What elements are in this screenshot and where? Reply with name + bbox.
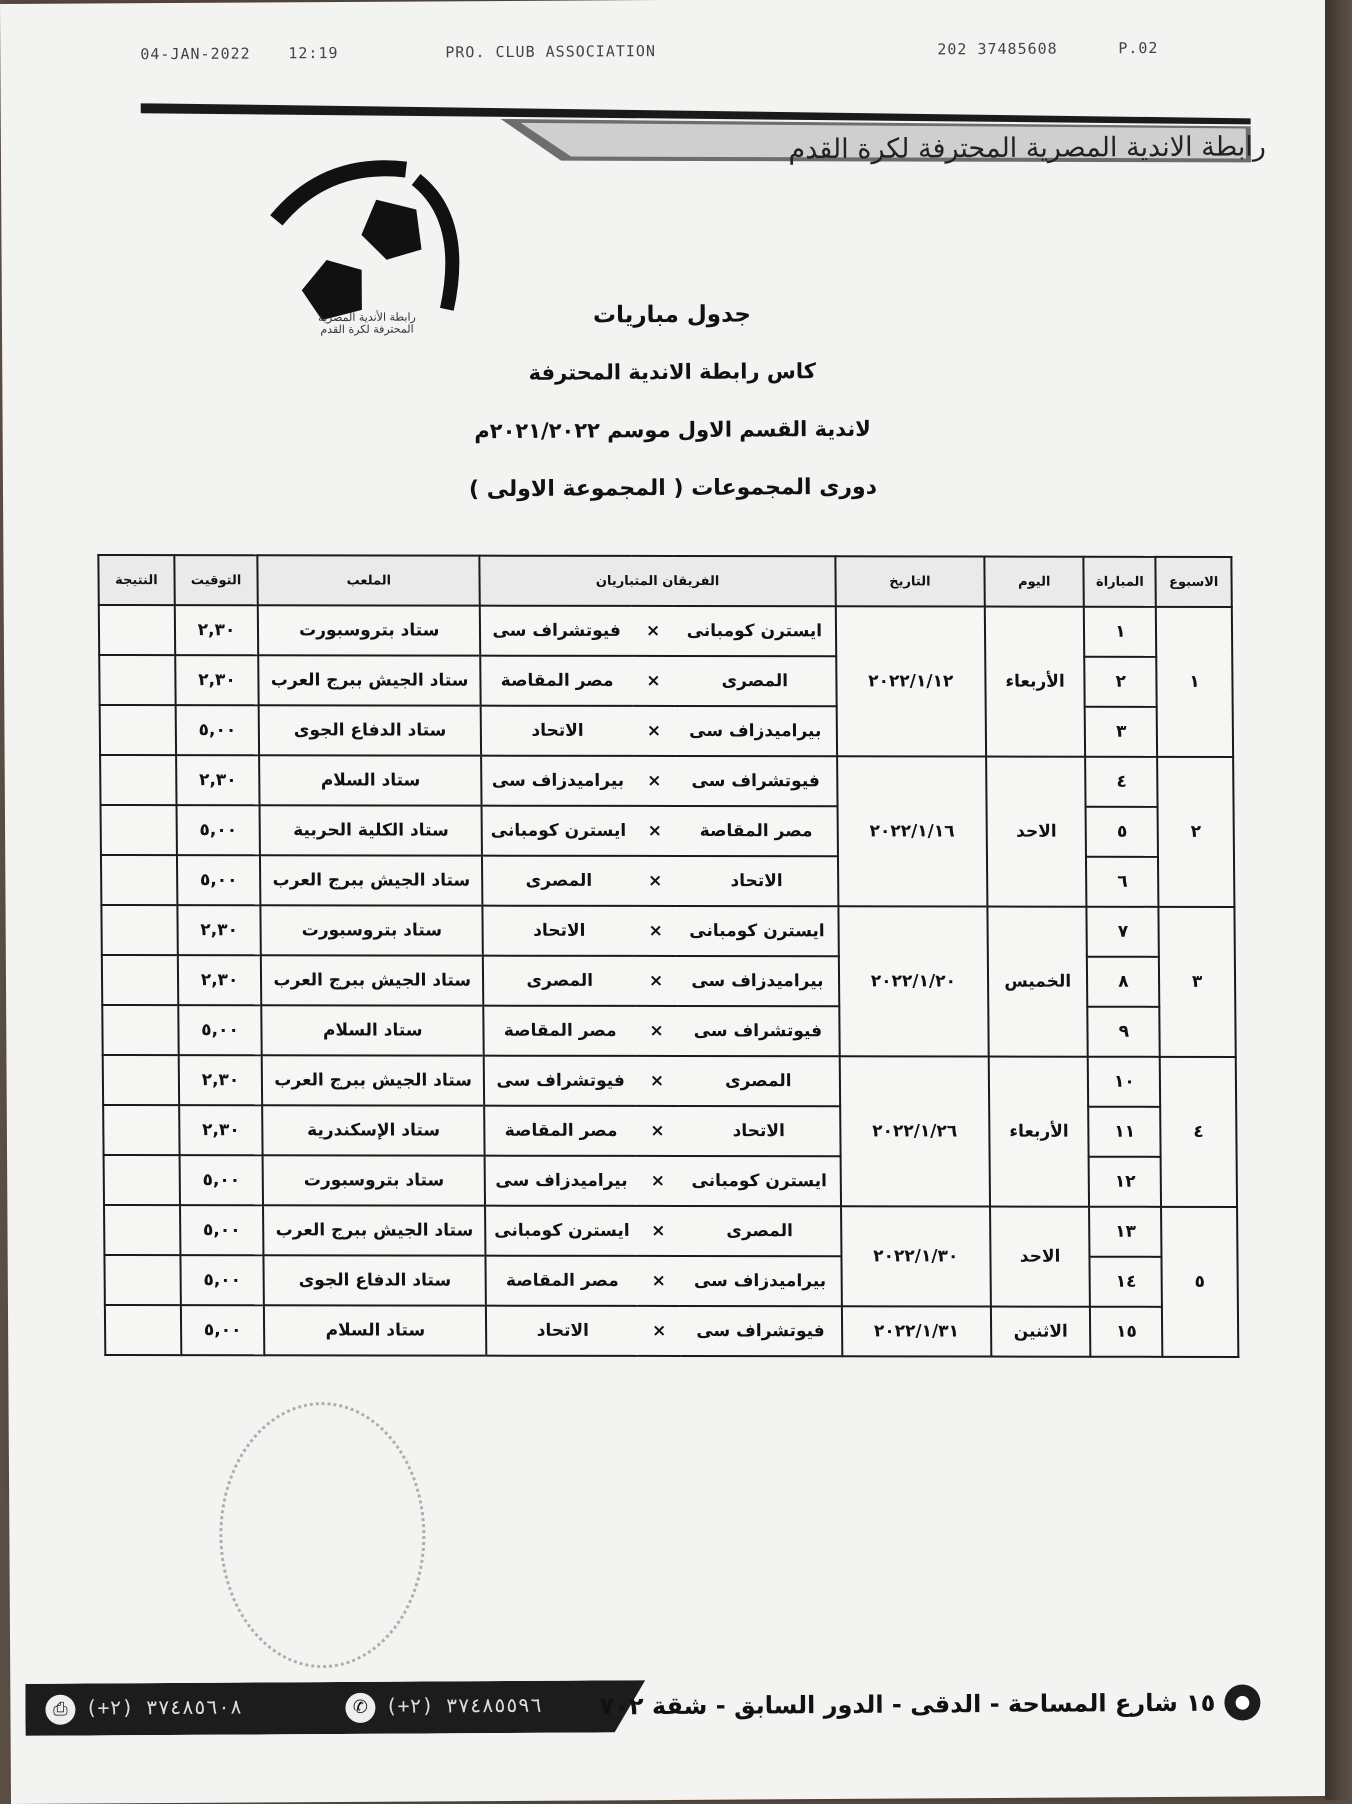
- match-number: ١: [1084, 607, 1156, 657]
- fax-number: 202 37485608: [937, 39, 1058, 59]
- match-number: ٩: [1088, 1007, 1160, 1057]
- away-team: الاتحاد: [483, 906, 636, 956]
- result: [99, 655, 175, 705]
- result: [103, 1105, 179, 1155]
- footer-address: ١٥ شارع المساحة - الدقى - الدور السابق - شقة ٧٠٢: [599, 1688, 1216, 1721]
- match-number: ٧: [1087, 907, 1159, 957]
- fax-header: [140, 39, 1180, 65]
- home-team: بيراميدزاف سى: [677, 956, 839, 1006]
- result: [102, 1005, 178, 1055]
- versus-mark: ×: [632, 656, 674, 706]
- logo-caption: رابطة الأندية المصرية المحترفة لكرة القدم: [317, 310, 416, 337]
- versus-mark: ×: [632, 606, 674, 656]
- footer-phone: (+٢) ٣٧٤٨٥٥٩٦: [385, 1692, 543, 1718]
- away-team: بيراميدزاف سى: [485, 1156, 638, 1206]
- match-date: ٢٠٢٢/١/٣١: [842, 1306, 991, 1356]
- match-day: الاحد: [986, 757, 1087, 907]
- header-day: اليوم: [984, 557, 1084, 607]
- week-number: ٥: [1161, 1207, 1238, 1357]
- home-team: المصرى: [674, 656, 836, 706]
- kickoff-time: ٥,٠٠: [175, 705, 259, 755]
- week-number: ٤: [1160, 1057, 1237, 1207]
- match-day: الخميس: [987, 907, 1088, 1057]
- kickoff-time: ٥,٠٠: [180, 1205, 264, 1255]
- stadium: ستاد السلام: [264, 1305, 486, 1355]
- stadium: ستاد بتروسبورت: [263, 1155, 485, 1205]
- header-result: النتيجة: [98, 555, 174, 605]
- stadium: ستاد الدفاع الجوى: [264, 1255, 486, 1305]
- versus-mark: ×: [637, 1156, 679, 1206]
- home-team: فيوتشراف سى: [680, 1306, 842, 1356]
- table-row: [99, 605, 1232, 657]
- week-number: ٣: [1159, 907, 1236, 1057]
- versus-mark: ×: [636, 1006, 678, 1056]
- match-date: ٢٠٢٢/١/١٢: [836, 606, 986, 756]
- table-row: [103, 1055, 1236, 1107]
- stadium: ستاد السلام: [262, 1005, 484, 1055]
- match-number: ١٥: [1090, 1307, 1162, 1357]
- match-number: ١٢: [1089, 1157, 1161, 1207]
- away-team: ايسترن كومبانى: [485, 1206, 638, 1256]
- match-schedule-table: [97, 554, 1239, 1358]
- header-stadium: الملعب: [258, 555, 480, 605]
- week-number: ٢: [1157, 757, 1234, 907]
- match-number: ١٤: [1090, 1257, 1162, 1307]
- header-week: الاسبوع: [1156, 557, 1232, 607]
- versus-mark: ×: [638, 1256, 680, 1306]
- table-row: [105, 1305, 1238, 1357]
- kickoff-time: ٢,٣٠: [179, 1105, 263, 1155]
- official-stamp: [219, 1401, 427, 1668]
- kickoff-time: ٥,٠٠: [181, 1305, 265, 1355]
- location-icon: ●: [1224, 1684, 1260, 1720]
- cup-title: كاس رابطة الاندية المحترفة: [528, 359, 816, 385]
- match-number: ٨: [1087, 957, 1159, 1007]
- home-team: بيراميدزاف سى: [675, 706, 837, 756]
- result: [104, 1155, 180, 1205]
- match-number: ٦: [1086, 857, 1158, 907]
- footer-bar: [25, 1676, 1275, 1744]
- stadium: ستاد السلام: [259, 755, 481, 805]
- match-date: ٢٠٢٢/١/٢٠: [838, 906, 988, 1056]
- kickoff-time: ٢,٣٠: [178, 1055, 262, 1105]
- table-row: [104, 1205, 1237, 1257]
- result: [102, 955, 178, 1005]
- result: [99, 605, 175, 655]
- match-number: ٤: [1086, 757, 1158, 807]
- match-number: ١١: [1089, 1107, 1161, 1157]
- result: [104, 1205, 180, 1255]
- home-team: بيراميدزاف سى: [679, 1256, 841, 1306]
- away-team: مصر المقاصة: [480, 656, 633, 706]
- stadium: ستاد الدفاع الجوى: [259, 705, 481, 755]
- away-team: فيوتشراف سى: [484, 1056, 637, 1106]
- fax-date: 04-JAN-2022: [140, 44, 251, 64]
- result: [101, 855, 177, 905]
- home-team: المصرى: [679, 1206, 841, 1256]
- kickoff-time: ٥,٠٠: [178, 1005, 262, 1055]
- home-team: ايسترن كومبانى: [674, 606, 836, 656]
- versus-mark: ×: [634, 806, 676, 856]
- stadium: ستاد الإسكندرية: [262, 1105, 484, 1155]
- stadium: ستاد بتروسبورت: [261, 905, 483, 955]
- table-body: [99, 605, 1239, 1357]
- away-team: مصر المقاصة: [484, 1106, 637, 1156]
- match-date: ٢٠٢٢/١/٢٦: [840, 1056, 990, 1206]
- home-team: المصرى: [678, 1056, 840, 1106]
- result: [101, 805, 177, 855]
- match-number: ١٣: [1089, 1207, 1161, 1257]
- away-team: بيراميدزاف سى: [481, 756, 634, 806]
- match-number: ٥: [1086, 807, 1158, 857]
- schedule-title: جدول مباريات: [592, 301, 752, 329]
- banner-title: رابطة الاندية المصرية المحترفة لكرة القدم: [788, 131, 1267, 166]
- versus-mark: ×: [633, 706, 675, 756]
- home-team: ايسترن كومبانى: [679, 1156, 841, 1206]
- versus-mark: ×: [633, 756, 675, 806]
- kickoff-time: ٥,٠٠: [180, 1255, 264, 1305]
- table-header-row: [98, 555, 1231, 607]
- away-team: المصرى: [483, 956, 636, 1006]
- home-team: فيوتشراف سى: [677, 1006, 839, 1056]
- versus-mark: ×: [635, 906, 677, 956]
- table-row: [101, 905, 1234, 957]
- kickoff-time: ٢,٣٠: [177, 905, 261, 955]
- result: [100, 755, 176, 805]
- fax-page: P.02: [1118, 38, 1159, 58]
- kickoff-time: ٥,٠٠: [179, 1155, 263, 1205]
- away-team: فيوتشراف سى: [480, 606, 633, 656]
- result: [105, 1305, 181, 1355]
- kickoff-time: ٥,٠٠: [177, 855, 261, 905]
- versus-mark: ×: [638, 1306, 680, 1356]
- kickoff-time: ٢,٣٠: [176, 755, 260, 805]
- header-date: التاريخ: [835, 556, 984, 606]
- page-edge: [1325, 0, 1352, 1800]
- stadium: ستاد الجيش ببرج العرب: [261, 955, 483, 1005]
- phone-icon: ✆: [345, 1693, 375, 1723]
- kickoff-time: ٢,٣٠: [174, 605, 258, 655]
- match-day: الأربعاء: [989, 1057, 1090, 1207]
- versus-mark: ×: [634, 856, 676, 906]
- versus-mark: ×: [636, 1106, 678, 1156]
- away-team: ايسترن كومبانى: [482, 806, 635, 856]
- fax-icon: ⎙: [45, 1695, 75, 1725]
- match-number: ٢: [1085, 657, 1157, 707]
- stadium: ستاد الجيش ببرج العرب: [260, 855, 482, 905]
- away-team: الاتحاد: [486, 1306, 639, 1356]
- kickoff-time: ٢,٣٠: [178, 955, 262, 1005]
- footer-fax: (+٢) ٣٧٤٨٥٦٠٨: [85, 1694, 243, 1720]
- match-number: ٣: [1085, 707, 1157, 757]
- table-row: [100, 755, 1233, 807]
- result: [104, 1255, 180, 1305]
- result: [101, 905, 177, 955]
- away-team: المصرى: [482, 856, 635, 906]
- match-date: ٢٠٢٢/١/٣٠: [841, 1206, 991, 1306]
- home-team: الاتحاد: [678, 1106, 840, 1156]
- away-team: الاتحاد: [481, 706, 634, 756]
- stadium: ستاد الكلية الحربية: [260, 805, 482, 855]
- match-day: الأربعاء: [985, 607, 1086, 757]
- match-day: الاحد: [990, 1207, 1091, 1307]
- match-number: ١٠: [1088, 1057, 1160, 1107]
- stadium: ستاد الجيش ببرج العرب: [262, 1055, 484, 1105]
- match-day: الاثنين: [991, 1307, 1091, 1357]
- fax-sender: PRO. CLUB ASSOCIATION: [445, 42, 657, 62]
- fax-time: 12:19: [288, 43, 339, 63]
- stadium: ستاد بتروسبورت: [258, 605, 480, 655]
- week-number: ١: [1156, 607, 1233, 757]
- kickoff-time: ٢,٣٠: [175, 655, 259, 705]
- season-title: لاندية القسم الاول موسم ٢٠٢١/٢٠٢٢م: [474, 416, 871, 444]
- away-team: مصر المقاصة: [483, 1006, 636, 1056]
- match-date: ٢٠٢٢/١/١٦: [837, 756, 987, 906]
- header-match: المباراة: [1084, 557, 1156, 607]
- home-team: الاتحاد: [676, 856, 838, 906]
- versus-mark: ×: [635, 956, 677, 1006]
- versus-mark: ×: [637, 1206, 679, 1256]
- result: [100, 705, 176, 755]
- home-team: ايسترن كومبانى: [676, 906, 838, 956]
- group-title: دورى المجموعات ( المجموعة الاولى ): [468, 474, 878, 503]
- kickoff-time: ٥,٠٠: [176, 805, 260, 855]
- stadium: ستاد الجيش ببرج العرب: [263, 1205, 485, 1255]
- stadium: ستاد الجيش ببرج العرب: [259, 655, 481, 705]
- header-teams: الفريقان المتباريان: [480, 556, 836, 607]
- result: [103, 1055, 179, 1105]
- header-time: التوقيت: [174, 555, 258, 605]
- home-team: مصر المقاصة: [675, 806, 837, 856]
- versus-mark: ×: [636, 1056, 678, 1106]
- home-team: فيوتشراف سى: [675, 756, 837, 806]
- away-team: مصر المقاصة: [486, 1256, 639, 1306]
